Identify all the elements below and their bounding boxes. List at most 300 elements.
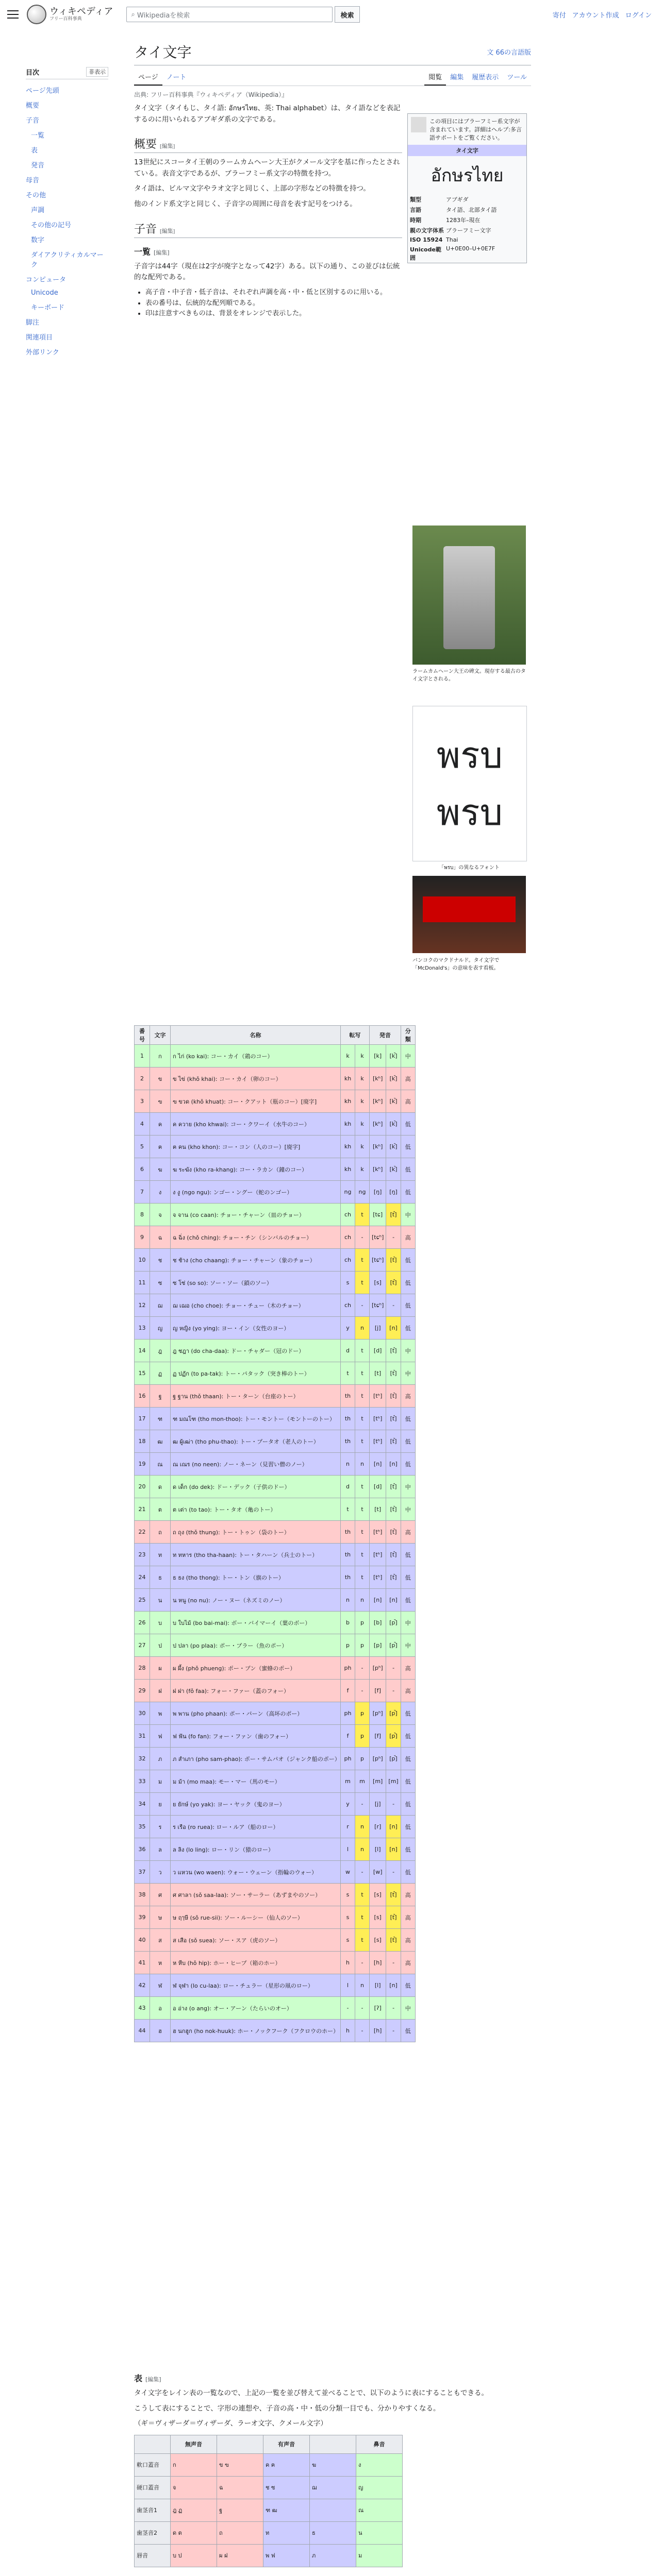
row-value: p — [355, 1634, 370, 1657]
row-glyph: จ — [150, 1204, 171, 1226]
table-row — [135, 1249, 416, 1272]
row-number: 11 — [135, 1272, 150, 1294]
edit-link[interactable]: [編集] — [160, 143, 175, 150]
grid-paragraph-2: こうして表にすることで、字形の連想や、子音の高・中・低の分類一目でも、分かりやすくなる。 — [134, 2404, 440, 2413]
row-value: f — [341, 1725, 355, 1748]
row-class: 中 — [401, 1340, 415, 1362]
table-row — [135, 1067, 416, 1090]
table-row — [135, 1793, 416, 1816]
toc-item[interactable]: 表 — [31, 147, 38, 155]
row-value: [n] — [386, 1453, 401, 1476]
row-glyph: ฝ — [150, 1680, 171, 1702]
row-value: t — [355, 1272, 370, 1294]
row-class: 低 — [401, 1249, 415, 1272]
row-name[interactable]: ฃ ขวด (khǒ khuat): コー・クアット（瓶のコー）[廃字] — [171, 1090, 341, 1113]
row-value: s — [341, 1884, 355, 1906]
row-name[interactable]: ค ควาย (kho khwai): コー・クワーイ（水牛のコー） — [171, 1113, 341, 1136]
row-name[interactable]: ฟ ฟัน (fo fan): フォー・ファン（歯のフォー） — [171, 1725, 341, 1748]
table-row — [135, 1453, 416, 1476]
infobox-row — [408, 225, 526, 235]
list-bullets — [134, 287, 402, 319]
page-title: タイ文字 — [134, 45, 192, 61]
row-name[interactable]: ณ เณร (no neen): ノー・ネーン（見習い僧のノー） — [171, 1453, 341, 1476]
row-class: 高 — [401, 1952, 415, 1974]
row-name[interactable]: ต เต่า (to tao): トー・タオ（亀のトー） — [171, 1498, 341, 1521]
infobox-row — [408, 215, 526, 225]
row-value: kh — [341, 1067, 355, 1090]
tab-left[interactable]: ページ — [134, 69, 162, 86]
row-number: 21 — [135, 1498, 150, 1521]
table-row — [135, 1362, 416, 1385]
row-number: 20 — [135, 1476, 150, 1498]
row-number: 29 — [135, 1680, 150, 1702]
row-value: [w] — [370, 1861, 386, 1884]
search-button[interactable]: 検索 — [335, 6, 359, 23]
edit-link[interactable]: [編集] — [145, 2376, 161, 2383]
row-name[interactable]: ก ไก่ (ko kai): コー・カイ（鶏のコー） — [171, 1045, 341, 1067]
row-value: ch — [341, 1294, 355, 1317]
row-name[interactable]: ฅ คน (kho khon): コー・コン（人のコー）[廃字] — [171, 1136, 341, 1158]
row-glyph: ญ — [150, 1317, 171, 1340]
row-name[interactable]: ผ ผึ้ง (phǒ phueng): ポー・プン（蜜蜂のポー） — [171, 1657, 341, 1680]
row-glyph: พ — [150, 1702, 171, 1725]
heading-overview: 概要 — [134, 138, 157, 151]
row-name[interactable]: ฮ นกฮูก (ho nok-huuk): ホー・ノックフーク（フクロウのホー） — [171, 2020, 341, 2042]
toc-item[interactable]: ページ先頭 — [26, 87, 59, 95]
tab-right[interactable]: ツール — [507, 74, 527, 81]
row-name[interactable]: ด เด็ก (do dek): ドー・デック（子供のドー） — [171, 1476, 341, 1498]
row-number: 5 — [135, 1136, 150, 1158]
row-value: [t] — [370, 1498, 386, 1521]
row-value: n — [355, 1453, 370, 1476]
table-row — [135, 1498, 416, 1521]
row-value: - — [355, 2020, 370, 2042]
row-name[interactable]: ภ สำเภา (pho sam-phao): ポー・サムパオ（ジャンク船のポー） — [171, 1748, 341, 1770]
grid-cell: ถ — [217, 2521, 263, 2544]
infobox-note: この項目にはブラーフミー系文字が含まれています。詳細はヘルプ:多言語サポートをご覧ください。 — [429, 118, 522, 141]
row-value: b — [341, 1612, 355, 1634]
row-value: [pʰ] — [370, 1702, 386, 1725]
grid-header: 鼻音 — [356, 2435, 403, 2453]
row-name[interactable]: ศ ศาลา (sǒ saa-laa): ソー・サーラー（あずまやのソー） — [171, 1884, 341, 1906]
inscription-caption: ラームカムヘーン大王の碑文。現存する最古のタイ文字とされる。 — [412, 669, 526, 682]
row-class: 低 — [401, 1317, 415, 1340]
row-number: 8 — [135, 1204, 150, 1226]
row-number: 22 — [135, 1521, 150, 1544]
row-value: d — [341, 1340, 355, 1362]
grid-cell: น — [356, 2521, 403, 2544]
row-name[interactable]: จ จาน (co caan): チョー・チャーン（皿のチョー） — [171, 1204, 341, 1226]
grid-row — [135, 2544, 403, 2567]
table-row — [135, 1226, 416, 1249]
row-class: 中 — [401, 1045, 415, 1067]
row-value: [t̚] — [386, 1544, 401, 1566]
row-number: 41 — [135, 1952, 150, 1974]
row-value: [tʰ] — [370, 1521, 386, 1544]
grid-cell: ช ซ — [263, 2476, 310, 2499]
tab-right[interactable]: 編集 — [450, 74, 464, 81]
infobox-value: タイ語、北部タイ語 — [446, 207, 497, 213]
row-name[interactable]: ป ปลา (po plaa): ポー・プラー（魚のポー） — [171, 1634, 341, 1657]
toc-item[interactable]: 声調 — [31, 207, 45, 214]
row-name[interactable]: ฐ ฐาน (thǒ thaan): トー・ターン（台座のトー） — [171, 1385, 341, 1408]
toc-item[interactable]: 脚注 — [26, 319, 40, 327]
inscription-photo[interactable] — [412, 526, 526, 665]
row-number: 27 — [135, 1634, 150, 1657]
row-value: [n] — [370, 1589, 386, 1612]
page-tabs — [134, 69, 531, 86]
row-value: kh — [341, 1158, 355, 1181]
row-value: - — [386, 1952, 401, 1974]
infobox-key: 言語 — [410, 207, 421, 213]
row-value: [h] — [370, 2020, 386, 2042]
row-name[interactable]: ฎ ชฎา (do cha-daa): ドー・チャダー（冠のドー） — [171, 1340, 341, 1362]
row-value: h — [341, 2020, 355, 2042]
edit-link[interactable]: [編集] — [160, 228, 175, 234]
header-link[interactable]: 寄付 — [552, 11, 566, 20]
table-row — [135, 1816, 416, 1838]
row-value: [ŋ] — [370, 1181, 386, 1204]
font-sample-image — [412, 706, 527, 861]
row-name[interactable]: ฆ ระฆัง (kho ra-khang): コー・ラカン（鐘のコー） — [171, 1158, 341, 1181]
row-value: n — [355, 1974, 370, 1997]
grid-cell: บ ป — [171, 2544, 217, 2567]
row-value: th — [341, 1521, 355, 1544]
row-number: 30 — [135, 1702, 150, 1725]
toc-item[interactable]: その他 — [26, 192, 46, 199]
row-name[interactable]: ฌ เฌอ (cho choe): チョー・チュー（木のチョー） — [171, 1294, 341, 1317]
row-value: t — [355, 1430, 370, 1453]
row-value: [s] — [370, 1906, 386, 1929]
row-number: 32 — [135, 1748, 150, 1770]
row-value: - — [355, 1793, 370, 1816]
toc-item[interactable]: コンピュータ — [26, 276, 67, 284]
row-class: 中 — [401, 1204, 415, 1226]
toc-item[interactable]: その他の記号 — [31, 222, 72, 229]
table-header: 番号 — [135, 1026, 150, 1045]
row-glyph: ฌ — [150, 1294, 171, 1317]
row-glyph: ศ — [150, 1884, 171, 1906]
tab-left[interactable]: ノート — [166, 74, 187, 81]
row-value: [n] — [386, 1589, 401, 1612]
row-name[interactable]: พ พาน (pho phaan): ポー・パーン（高坏のポー） — [171, 1702, 341, 1725]
row-number: 38 — [135, 1884, 150, 1906]
row-value: [p̚] — [386, 1634, 401, 1657]
row-class: 高 — [401, 1385, 415, 1408]
grid-section — [134, 2365, 531, 2567]
toc-item[interactable]: Unicode — [31, 289, 58, 297]
row-name[interactable]: บ ใบไม้ (bo bai-mai): ボー・バイマーイ（葉のボー） — [171, 1612, 341, 1634]
row-value: - — [355, 1226, 370, 1249]
row-value: p — [355, 1725, 370, 1748]
row-value: [kʰ] — [370, 1158, 386, 1181]
toc-item[interactable]: 発音 — [31, 162, 45, 170]
grid-cell: ฐ — [217, 2499, 263, 2521]
row-value: l — [341, 1838, 355, 1861]
table-row — [135, 1657, 416, 1680]
grid-table — [134, 2435, 403, 2567]
row-class: 中 — [401, 1612, 415, 1634]
row-value: ng — [341, 1181, 355, 1204]
table-header: 文字 — [150, 1026, 171, 1045]
row-value: ch — [341, 1204, 355, 1226]
toc-item[interactable]: キーボード — [31, 304, 65, 312]
row-value: t — [355, 1929, 370, 1952]
heading-table: 表 — [134, 2374, 143, 2383]
row-class: 低 — [401, 1725, 415, 1748]
row-name[interactable]: ส เสือ (sǒ suea): ソー・スア（虎のソー） — [171, 1929, 341, 1952]
row-glyph: ฉ — [150, 1226, 171, 1249]
row-value: n — [355, 1838, 370, 1861]
row-value: [p̚] — [386, 1612, 401, 1634]
row-value: [t̚] — [386, 1362, 401, 1385]
infobox-row — [408, 235, 526, 244]
row-name[interactable]: ร เรือ (ro ruea): ロー・ルア（船のロー） — [171, 1816, 341, 1838]
row-glyph: ด — [150, 1476, 171, 1498]
row-name[interactable]: ม ม้า (mo maa): モー・マー（馬のモー） — [171, 1770, 341, 1793]
row-value: n — [355, 1589, 370, 1612]
table-row — [135, 1838, 416, 1861]
row-name[interactable]: ฏ ปฏัก (to pa-tak): トー・パタック（突き棒のトー） — [171, 1362, 341, 1385]
mcdonalds-photo[interactable] — [412, 876, 526, 953]
font-sample-2: พรบ — [436, 791, 503, 834]
table-row — [135, 1204, 416, 1226]
toc-hide-button[interactable]: 非表示 — [86, 67, 108, 77]
toc-item[interactable]: 一覧 — [31, 132, 45, 140]
row-class: 高 — [401, 1521, 415, 1544]
heading-list: 一覧 — [134, 246, 151, 257]
row-value: k — [355, 1158, 370, 1181]
toc-item[interactable]: 関連項目 — [26, 334, 53, 342]
grid-cell: จ — [171, 2476, 217, 2499]
row-number: 44 — [135, 2020, 150, 2042]
grid-cell: ภ — [310, 2544, 356, 2567]
logo-subtitle: フリー百科事典 — [49, 16, 82, 22]
grid-cell: ด ต — [171, 2521, 217, 2544]
row-value: t — [355, 1362, 370, 1385]
tab-right[interactable]: 閲覧 — [424, 69, 446, 86]
row-value: - — [386, 1294, 401, 1317]
row-number: 34 — [135, 1793, 150, 1816]
row-number: 31 — [135, 1725, 150, 1748]
row-number: 35 — [135, 1816, 150, 1838]
infobox-key: 親の文字体系 — [410, 227, 444, 234]
main-menu-icon[interactable] — [7, 10, 19, 19]
grid-cell: 唇音 — [135, 2544, 171, 2567]
row-value: [h] — [370, 1952, 386, 1974]
row-value: [n] — [386, 1838, 401, 1861]
row-value: [s] — [370, 1884, 386, 1906]
row-value: w — [341, 1861, 355, 1884]
from-line: 出典: フリー百科事典『ウィキペディア（Wikipedia）』 — [134, 91, 288, 98]
row-class: 高 — [401, 1929, 415, 1952]
row-value: p — [355, 1702, 370, 1725]
row-value: [d] — [370, 1476, 386, 1498]
row-value: th — [341, 1544, 355, 1566]
row-value: [kʰ] — [370, 1136, 386, 1158]
row-name[interactable]: ล ลิง (lo ling): ロー・リン（猿のロー） — [171, 1838, 341, 1861]
overview-paragraph-1: 13世紀にスコータイ王朝のラームカムヘーン大王がクメール文字を基に作ったとされている。表音文字であるが、ブラーフミー系文字の特徴を持つ。 — [134, 158, 400, 178]
grid-cell: ก — [171, 2453, 217, 2476]
row-class: 低 — [401, 1181, 415, 1204]
row-value: ch — [341, 1226, 355, 1249]
toc-item[interactable]: ダイアクリティカルマーク — [31, 251, 104, 269]
row-value: p — [341, 1634, 355, 1657]
tab-right[interactable]: 履歴表示 — [472, 74, 499, 81]
row-glyph: ฒ — [150, 1430, 171, 1453]
row-glyph: ช — [150, 1249, 171, 1272]
toc-item[interactable]: 概要 — [26, 102, 40, 110]
row-glyph: ฑ — [150, 1408, 171, 1430]
toc-item[interactable]: 外部リンク — [26, 349, 59, 357]
row-glyph: ง — [150, 1181, 171, 1204]
grid-header: 有声音 — [263, 2435, 310, 2453]
row-name[interactable]: ย ยักษ์ (yo yak): ヨー・ヤック（鬼のヨー） — [171, 1793, 341, 1816]
row-value: k — [355, 1136, 370, 1158]
row-value: [r] — [370, 1816, 386, 1838]
row-name[interactable]: ญ หญิง (yo ying): ヨー・イン（女性のヨー） — [171, 1317, 341, 1340]
heading-consonants: 子音 — [134, 222, 157, 235]
row-glyph: ษ — [150, 1906, 171, 1929]
grid-cell: ค ฅ — [263, 2453, 310, 2476]
grid-row — [135, 2521, 403, 2544]
grid-cell: ฌ — [310, 2476, 356, 2499]
row-value: [kʰ] — [370, 1090, 386, 1113]
row-value: [kʰ] — [370, 1067, 386, 1090]
row-number: 4 — [135, 1113, 150, 1136]
table-row — [135, 1408, 416, 1430]
row-value: r — [341, 1816, 355, 1838]
row-value: t — [355, 1249, 370, 1272]
edit-link[interactable]: [編集] — [154, 249, 170, 256]
row-name[interactable]: ช ช้าง (cho chaang): チョー・チャーン（象のチョー） — [171, 1249, 341, 1272]
row-value: [pʰ] — [370, 1657, 386, 1680]
infobox — [407, 113, 527, 263]
row-value: s — [341, 1272, 355, 1294]
row-number: 23 — [135, 1544, 150, 1566]
toc-item[interactable]: 母音 — [26, 177, 40, 184]
header-link[interactable]: アカウント作成 — [572, 11, 619, 20]
language-button[interactable]: 文 66の言語版 — [487, 48, 531, 57]
row-name[interactable]: ษ ฤๅษี (sǒ rue-sii): ソー・ルーシー（仙人のソー） — [171, 1906, 341, 1929]
row-value: [tʰ] — [370, 1385, 386, 1408]
row-name[interactable]: อ อ่าง (o ang): オー・アーン（たらいのオー） — [171, 1997, 341, 2020]
row-number: 3 — [135, 1090, 150, 1113]
row-value: t — [355, 1408, 370, 1430]
row-name[interactable]: ฝ ฝา (fǒ faa): フォー・ファー（蓋のフォー） — [171, 1680, 341, 1702]
row-value: - — [355, 1294, 370, 1317]
row-value: [b] — [370, 1612, 386, 1634]
row-value: [tʰ] — [370, 1408, 386, 1430]
wikipedia-globe-logo — [27, 5, 46, 24]
font-sample-caption: 「พรบ」の異なるフォント — [439, 865, 500, 871]
table-row — [135, 2020, 416, 2042]
table-row — [135, 1045, 416, 1067]
toc-heading: 目次 — [26, 69, 40, 77]
toc-item[interactable]: 数字 — [31, 236, 45, 244]
row-value: t — [355, 1544, 370, 1566]
row-number: 28 — [135, 1657, 150, 1680]
table-row — [135, 1634, 416, 1657]
header-link[interactable]: ログイン — [625, 11, 652, 20]
row-number: 16 — [135, 1385, 150, 1408]
row-value: l — [341, 1974, 355, 1997]
row-value: t — [355, 1566, 370, 1589]
row-class: 中 — [401, 1634, 415, 1657]
row-class: 低 — [401, 1816, 415, 1838]
row-value: - — [355, 1861, 370, 1884]
row-value: [k] — [370, 1045, 386, 1067]
row-name[interactable]: ถ ถุง (thǒ thung): トー・トゥン（袋のトー） — [171, 1521, 341, 1544]
row-value: ng — [355, 1181, 370, 1204]
table-row — [135, 1680, 416, 1702]
row-value: [t̚] — [386, 1906, 401, 1929]
row-class: 低 — [401, 1838, 415, 1861]
row-glyph: ฃ — [150, 1090, 171, 1113]
row-value: [k̚] — [386, 1136, 401, 1158]
row-name[interactable]: ซ โซ่ (so so): ソー・ソー（鎖のソー） — [171, 1272, 341, 1294]
table-row — [135, 1294, 416, 1317]
grid-header: 無声音 — [171, 2435, 217, 2453]
list-item: • 高子音・中子音・低子音は、それぞれ声調を高・中・低と区別するのに用いる。 — [145, 287, 402, 298]
row-number: 42 — [135, 1974, 150, 1997]
row-name[interactable]: ฑ มณโฑ (tho mon-thoo): トー・モントー（モントーのトー） — [171, 1408, 341, 1430]
row-name[interactable]: ห หีบ (hǒ hip): ホー・ヒープ（箱のホー） — [171, 1952, 341, 1974]
row-glyph: ต — [150, 1498, 171, 1521]
table-row — [135, 1566, 416, 1589]
row-name[interactable]: น หนู (no nu): ノー・ヌー（ネズミのノー） — [171, 1589, 341, 1612]
row-glyph: ส — [150, 1929, 171, 1952]
row-number: 40 — [135, 1929, 150, 1952]
row-value: y — [341, 1317, 355, 1340]
row-name[interactable]: ว แหวน (wo waen): ウォー・ウェーン（指輪のウォー） — [171, 1861, 341, 1884]
row-name[interactable]: ข ไข่ (khǒ khai): コー・カイ（卵のコー） — [171, 1067, 341, 1090]
table-row — [135, 1748, 416, 1770]
row-value: [n] — [386, 1974, 401, 1997]
grid-cell: 軟口蓋音 — [135, 2453, 171, 2476]
table-row — [135, 1136, 416, 1158]
search-input[interactable]: ⌕ Wikipediaを検索 — [126, 7, 333, 22]
row-class: 中 — [401, 1476, 415, 1498]
grid-row — [135, 2453, 403, 2476]
site-logo[interactable] — [27, 5, 113, 24]
row-value: k — [355, 1113, 370, 1136]
row-name[interactable]: ฬ จุฬา (lo cu-laa): ロー・チュラー（星形の凧のロー） — [171, 1974, 341, 1997]
table-row — [135, 1181, 416, 1204]
grid-cell: ฎ ฏ — [171, 2499, 217, 2521]
table-row — [135, 1430, 416, 1453]
row-value: [tʰ] — [370, 1566, 386, 1589]
row-name[interactable]: ฒ ผู้เฒ่า (tho phu-thao): トー・プータオ（老人のトー） — [171, 1430, 341, 1453]
row-class: 中 — [401, 1498, 415, 1521]
row-value: [tɕʰ] — [370, 1294, 386, 1317]
row-value: k — [341, 1045, 355, 1067]
table-row — [135, 1158, 416, 1181]
infobox-value: Thai — [446, 236, 458, 243]
row-name[interactable]: ท ทหาร (tho tha-haan): トー・タハーン（兵士のトー） — [171, 1544, 341, 1566]
row-value: p — [355, 1748, 370, 1770]
row-value: th — [341, 1430, 355, 1453]
row-value: t — [355, 1498, 370, 1521]
table-row — [135, 1861, 416, 1884]
row-name[interactable]: ธ ธง (tho thong): トー・トン（旗のトー） — [171, 1566, 341, 1589]
row-name[interactable]: ง งู (ngo ngu): ンゴー・ングー（蛇のンゴー） — [171, 1181, 341, 1204]
row-name[interactable]: ฉ ฉิ่ง (chǒ ching): チョー・チン（シンバルのチョー） — [171, 1226, 341, 1249]
grid-cell: ฑ ฒ — [263, 2499, 310, 2521]
row-value: [k̚] — [386, 1158, 401, 1181]
toc-item[interactable]: 子音 — [26, 117, 40, 125]
overview-paragraph-3: 他のインド系文字と同じく、子音字の周囲に母音を表す記号をつける。 — [134, 199, 357, 208]
